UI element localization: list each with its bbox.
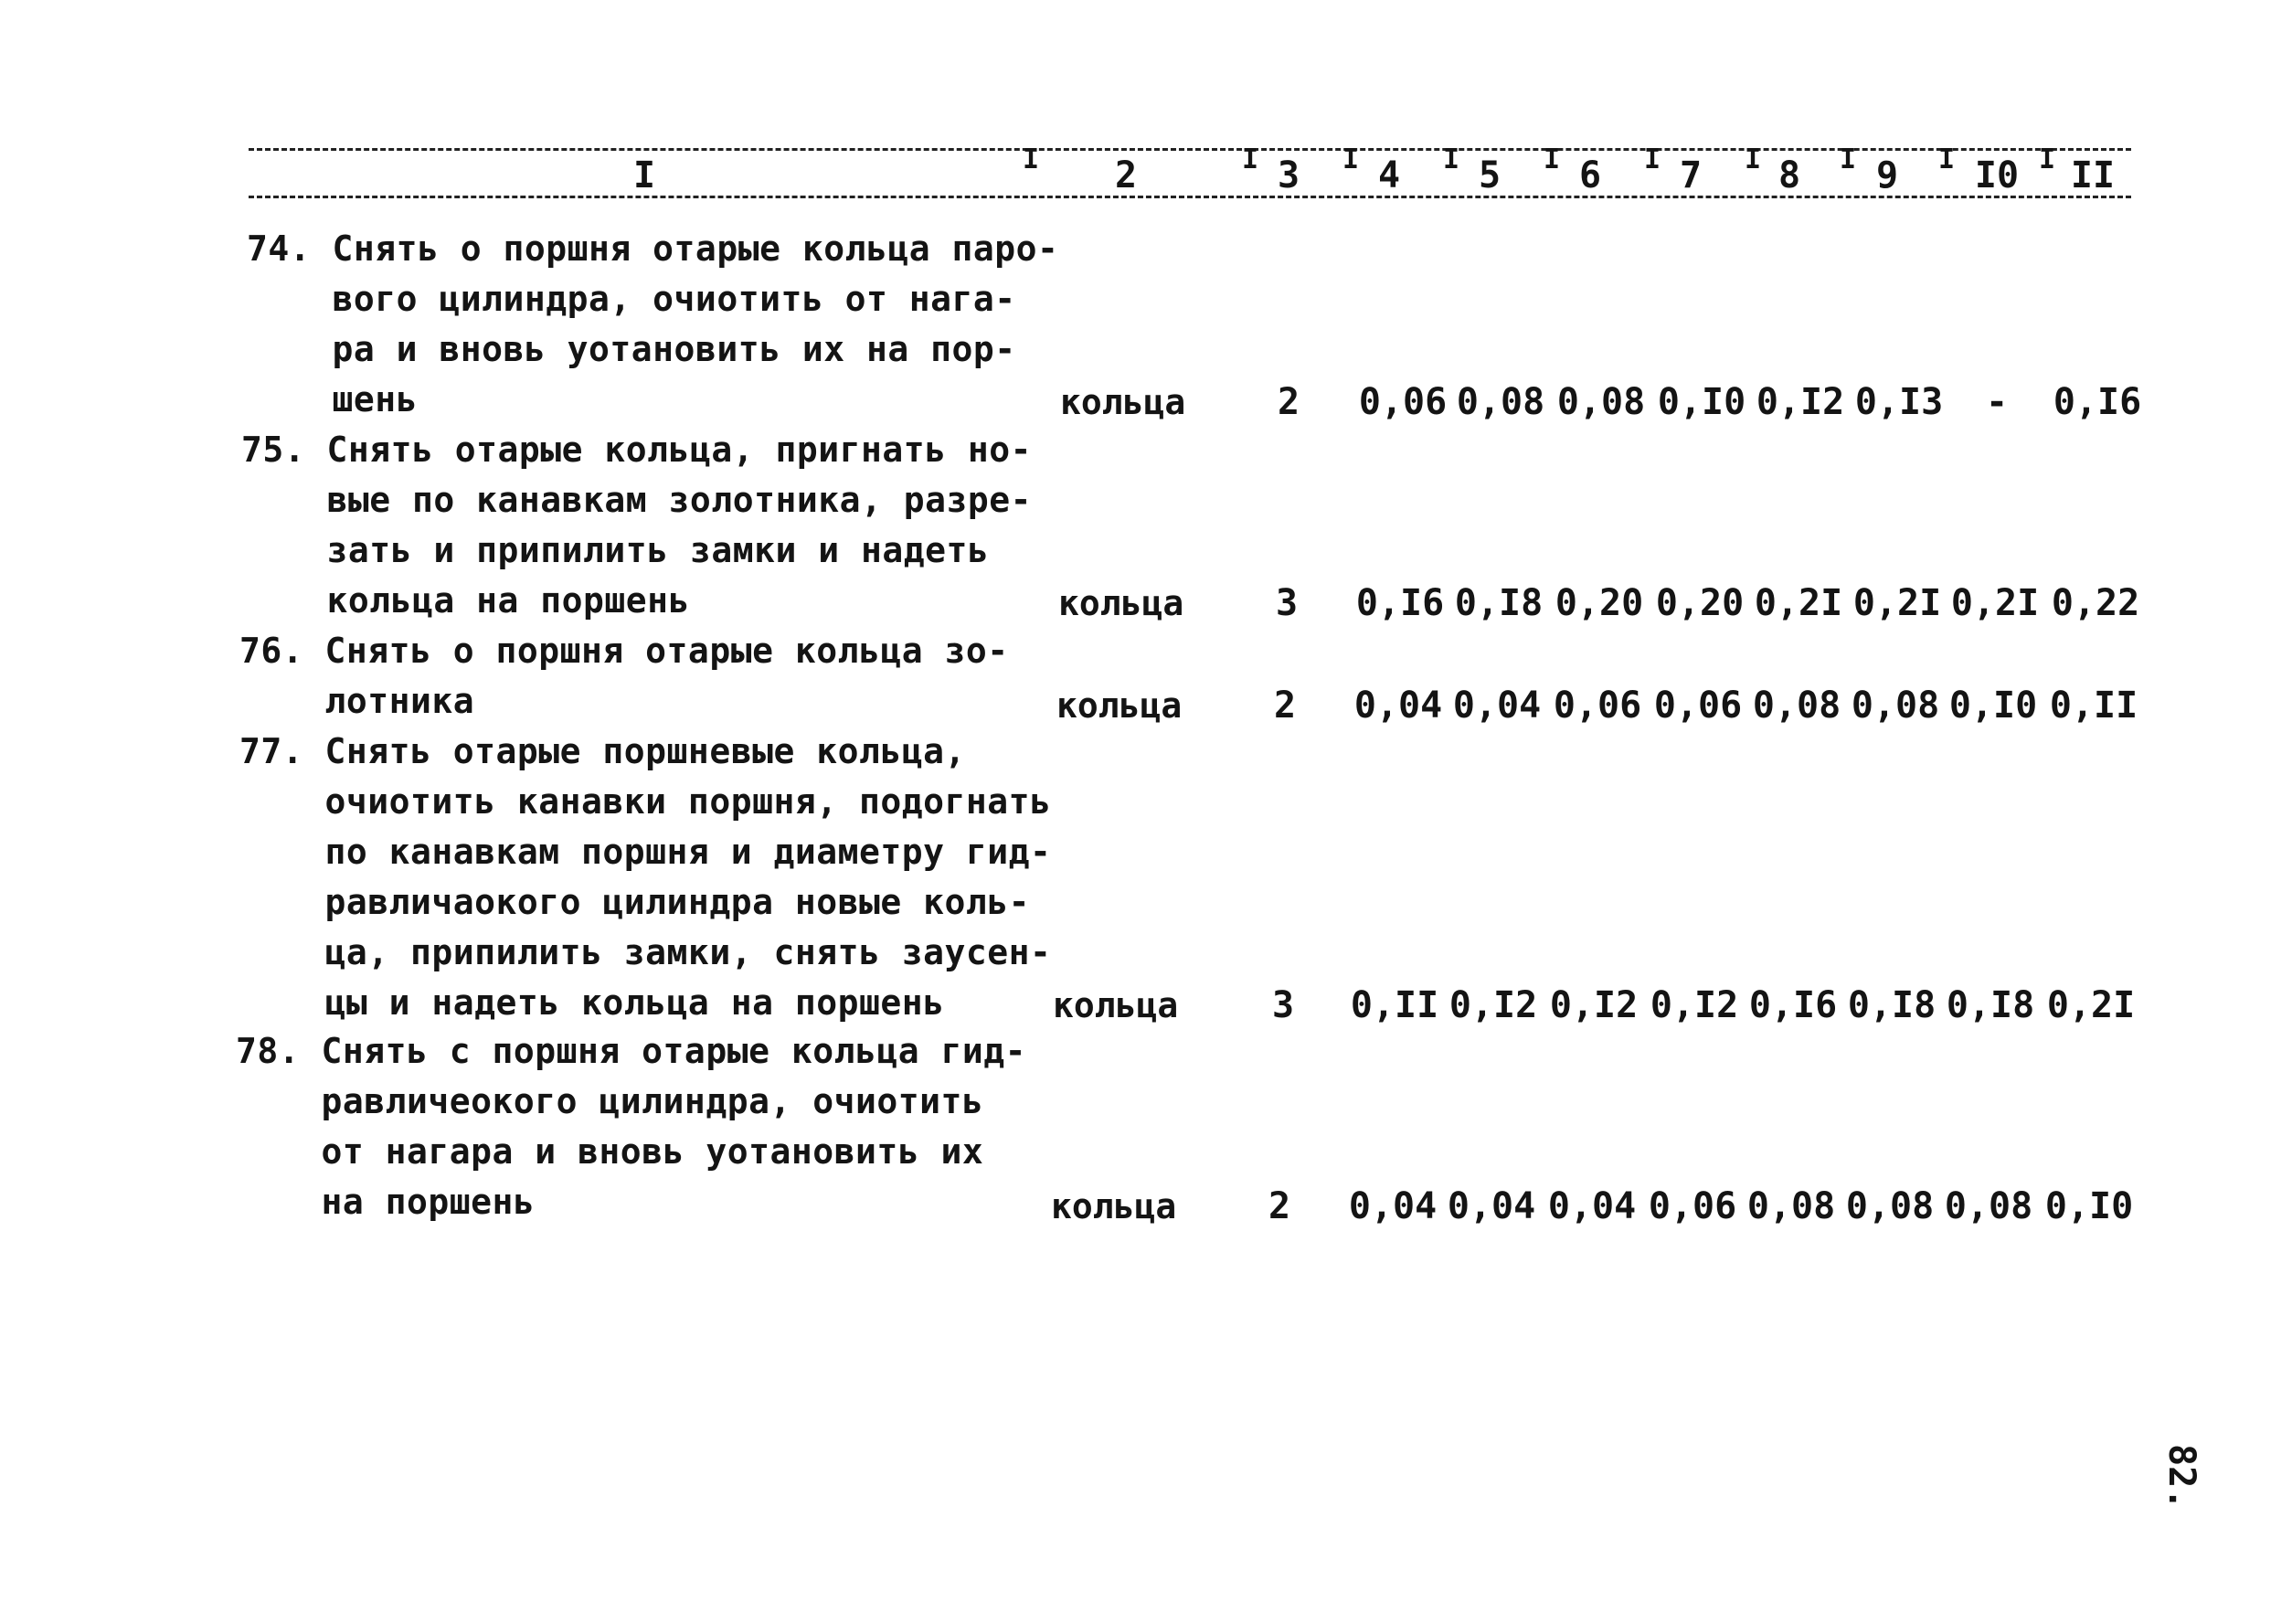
row-78-col8: 0,08	[1746, 1185, 1836, 1227]
row-75-col11: 0,22	[2051, 582, 2140, 624]
row-74-line-3: ра и вновь уотановить их на пор-	[247, 329, 1016, 369]
row-77-col11: 0,2I	[2046, 984, 2136, 1026]
row-76-col8: 0,08	[1752, 685, 1841, 727]
row-74-col8: 0,I2	[1756, 381, 1845, 423]
row-75-col9: 0,2I	[1852, 582, 1942, 624]
row-75-line-3: зать и припилить замки и надеть	[241, 530, 990, 570]
column-separator: I	[1342, 143, 1360, 175]
col-header-7: 7	[1679, 154, 1703, 196]
row-78-line-4: на поршень	[236, 1182, 536, 1222]
row-74-col7: 0,I0	[1657, 381, 1746, 423]
row-74-col9: 0,I3	[1854, 381, 1944, 423]
col-header-3: 3	[1277, 154, 1300, 196]
row-77-unit: кольца	[1053, 985, 1179, 1025]
column-separator: I	[1543, 143, 1561, 175]
row-77-col9: 0,I8	[1847, 984, 1937, 1026]
row-76-col7: 0,06	[1653, 685, 1743, 727]
column-separator: I	[2038, 143, 2056, 175]
row-74-col6: 0,08	[1556, 381, 1646, 423]
row-78-line-2: равличеокого цилиндра, очиотить	[236, 1081, 984, 1121]
column-separator: I	[1241, 143, 1259, 175]
row-77-line-5: ца, припилить замки, снять заусен-	[239, 932, 1052, 972]
row-77-col7: 0,I2	[1650, 984, 1739, 1026]
row-77-col6: 0,I2	[1549, 984, 1639, 1026]
row-74-line-2: вого цилиндра, очиотить от нага-	[247, 279, 1016, 319]
row-74-line-1: 74. Снять о поршня отарые кольца паро-	[247, 228, 1059, 269]
row-78-col6: 0,04	[1547, 1185, 1637, 1227]
row-78-col7: 0,06	[1648, 1185, 1737, 1227]
row-76-line-1: 76. Снять о поршня отарые кольца зо-	[239, 631, 1009, 671]
row-76-col5: 0,04	[1452, 685, 1542, 727]
row-75-line-4: кольца на поршень	[241, 580, 690, 621]
col-header-8: 8	[1777, 154, 1801, 196]
row-77-count: 3	[1271, 984, 1295, 1026]
column-separator: I	[1744, 143, 1762, 175]
row-74-line-4: шень	[247, 379, 419, 419]
row-78-col11: 0,I0	[2044, 1185, 2134, 1227]
row-75-line-2: вые по канавкам золотника, разре-	[241, 480, 1032, 520]
row-74-col11: 0,I6	[2053, 381, 2142, 423]
row-76-col10: 0,I0	[1948, 685, 2038, 727]
column-separator: I	[1442, 143, 1460, 175]
row-78-col9: 0,08	[1845, 1185, 1935, 1227]
row-78-col10: 0,08	[1944, 1185, 2033, 1227]
row-77-line-2: очиотить канавки поршня, подогнать	[239, 781, 1052, 822]
row-77-col10: 0,I8	[1946, 984, 2035, 1026]
row-78-unit: кольца	[1051, 1186, 1177, 1226]
row-77-line-6: цы и надеть кольца на поршень	[239, 982, 945, 1023]
row-75-col6: 0,20	[1555, 582, 1644, 624]
row-76-col11: 0,II	[2049, 685, 2138, 727]
row-77-line-4: равличаокого цилиндра новые коль-	[239, 882, 1030, 922]
row-75-col10: 0,2I	[1950, 582, 2040, 624]
col-header-10: I0	[1974, 154, 2020, 196]
row-78-count: 2	[1268, 1185, 1291, 1227]
row-78-col5: 0,04	[1447, 1185, 1536, 1227]
row-74-unit: кольца	[1060, 382, 1186, 422]
col-header-1: I	[632, 154, 656, 196]
row-76-col6: 0,06	[1553, 685, 1642, 727]
row-75-count: 3	[1275, 582, 1299, 624]
column-separator: I	[1643, 143, 1661, 175]
row-77-col4: 0,II	[1350, 984, 1439, 1026]
column-separator: I	[1839, 143, 1857, 175]
row-74-count: 2	[1277, 381, 1300, 423]
row-75-unit: кольца	[1058, 583, 1184, 623]
col-header-2: 2	[1114, 154, 1138, 196]
column-separator: I	[1937, 143, 1956, 175]
row-75-col4: 0,I6	[1355, 582, 1445, 624]
row-77-col8: 0,I6	[1748, 984, 1838, 1026]
row-78-col4: 0,04	[1348, 1185, 1438, 1227]
row-77-line-1: 77. Снять отарые поршневые кольца,	[239, 731, 966, 771]
row-76-count: 2	[1273, 685, 1297, 727]
row-76-col4: 0,04	[1353, 685, 1443, 727]
row-75-col5: 0,I8	[1454, 582, 1544, 624]
col-header-9: 9	[1875, 154, 1899, 196]
row-76-unit: кольца	[1056, 685, 1183, 726]
row-74-col10: -	[1985, 381, 2009, 423]
col-header-11: II	[2070, 154, 2116, 196]
page-number: 82.	[2160, 1444, 2202, 1511]
col-header-5: 5	[1478, 154, 1501, 196]
row-77-line-3: по канавкам поршня и диаметру гид-	[239, 832, 1052, 872]
row-78-line-3: от нагара и вновь уотановить их	[236, 1131, 984, 1172]
header-bottom-rule	[249, 196, 2131, 198]
col-header-4: 4	[1377, 154, 1401, 196]
row-75-line-1: 75. Снять отарые кольца, пригнать но-	[241, 430, 1032, 470]
row-77-col5: 0,I2	[1448, 984, 1538, 1026]
row-75-col8: 0,2I	[1754, 582, 1843, 624]
row-76-line-2: лотника	[239, 681, 475, 721]
row-75-col7: 0,20	[1655, 582, 1745, 624]
row-74-col5: 0,08	[1456, 381, 1545, 423]
col-header-6: 6	[1578, 154, 1602, 196]
row-78-line-1: 78. Снять с поршня отарые кольца гид-	[236, 1031, 1026, 1071]
row-74-col4: 0,06	[1358, 381, 1448, 423]
column-separator: I	[1022, 143, 1040, 175]
row-76-col9: 0,08	[1851, 685, 1940, 727]
